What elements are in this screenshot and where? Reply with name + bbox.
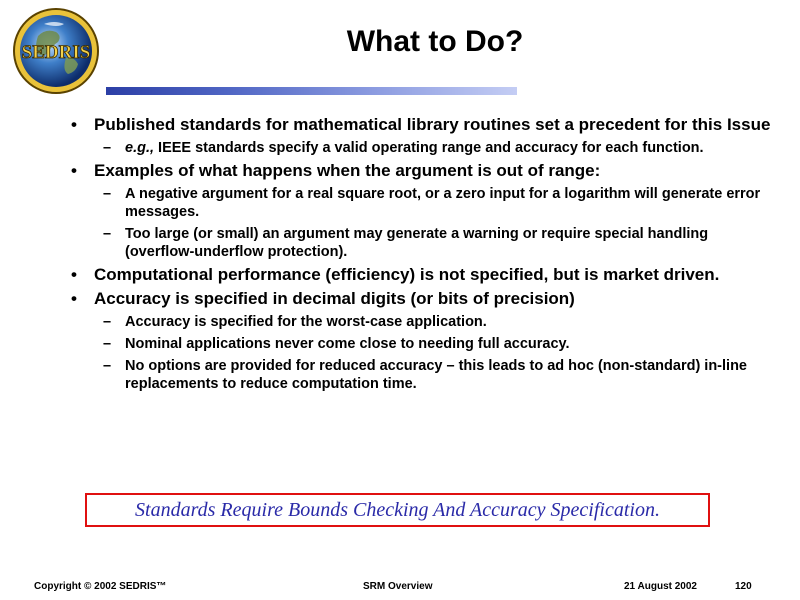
sub-bullet-text: IEEE standards specify a valid operating range and accuracy for each function. bbox=[154, 140, 704, 156]
bullet-item: • Published standards for mathematical library routines set a precedent for this Issue bbox=[70, 115, 775, 135]
sub-bullet-text: Nominal applications never come close to needing full accuracy. bbox=[125, 336, 570, 352]
emphasis-text: e.g., bbox=[125, 140, 155, 156]
sub-bullet-text: No options are provided for reduced accuracy – this leads to ad hoc (non-standard) in-line replacements to reduce computation time. bbox=[125, 358, 747, 392]
dash-marker: – bbox=[103, 336, 112, 352]
dash-marker: – bbox=[103, 314, 112, 330]
dash-marker: – bbox=[103, 358, 112, 374]
callout-box bbox=[85, 493, 710, 527]
logo-text: SEDRIS bbox=[21, 42, 91, 63]
footer-center: SRM Overview bbox=[363, 581, 433, 592]
sub-bullet-text: Too large (or small) an argument may generate a warning or require special handling (overflow-underflow protection). bbox=[125, 226, 709, 260]
sub-bullet-item bbox=[70, 225, 775, 261]
sub-bullet-item bbox=[70, 313, 775, 331]
bullet-item: • Computational performance (efficiency) is not specified, but is market driven. bbox=[70, 265, 775, 285]
bullet-item: • Accuracy is specified in decimal digits (or bits of precision) bbox=[70, 289, 775, 309]
bullet-item: • Examples of what happens when the argument is out of range: bbox=[70, 161, 775, 181]
dash-marker: – bbox=[103, 186, 112, 202]
dash-marker: – bbox=[103, 140, 112, 156]
footer-date: 21 August 2002 bbox=[624, 581, 697, 592]
sub-bullet-item bbox=[70, 357, 775, 393]
page-number: 120 bbox=[735, 581, 752, 592]
sub-bullet-text: Accuracy is specified for the worst-case application. bbox=[125, 314, 487, 330]
title-underline-bar bbox=[106, 87, 517, 95]
callout-text: Standards Require Bounds Checking And Accuracy Specification. bbox=[135, 498, 660, 521]
footer-copyright: Copyright © 2002 SEDRIS™ bbox=[34, 581, 167, 592]
dash-marker: – bbox=[103, 226, 112, 242]
sub-bullet-item bbox=[70, 185, 775, 221]
sub-bullet-item bbox=[70, 335, 775, 353]
slide-title: What to Do? bbox=[346, 25, 524, 58]
sub-bullet-item bbox=[70, 139, 775, 157]
footer bbox=[0, 580, 800, 596]
sub-bullet-text: A negative argument for a real square root, or a zero input for a logarithm will generate error messages. bbox=[125, 186, 761, 220]
bullet-list bbox=[70, 111, 775, 393]
